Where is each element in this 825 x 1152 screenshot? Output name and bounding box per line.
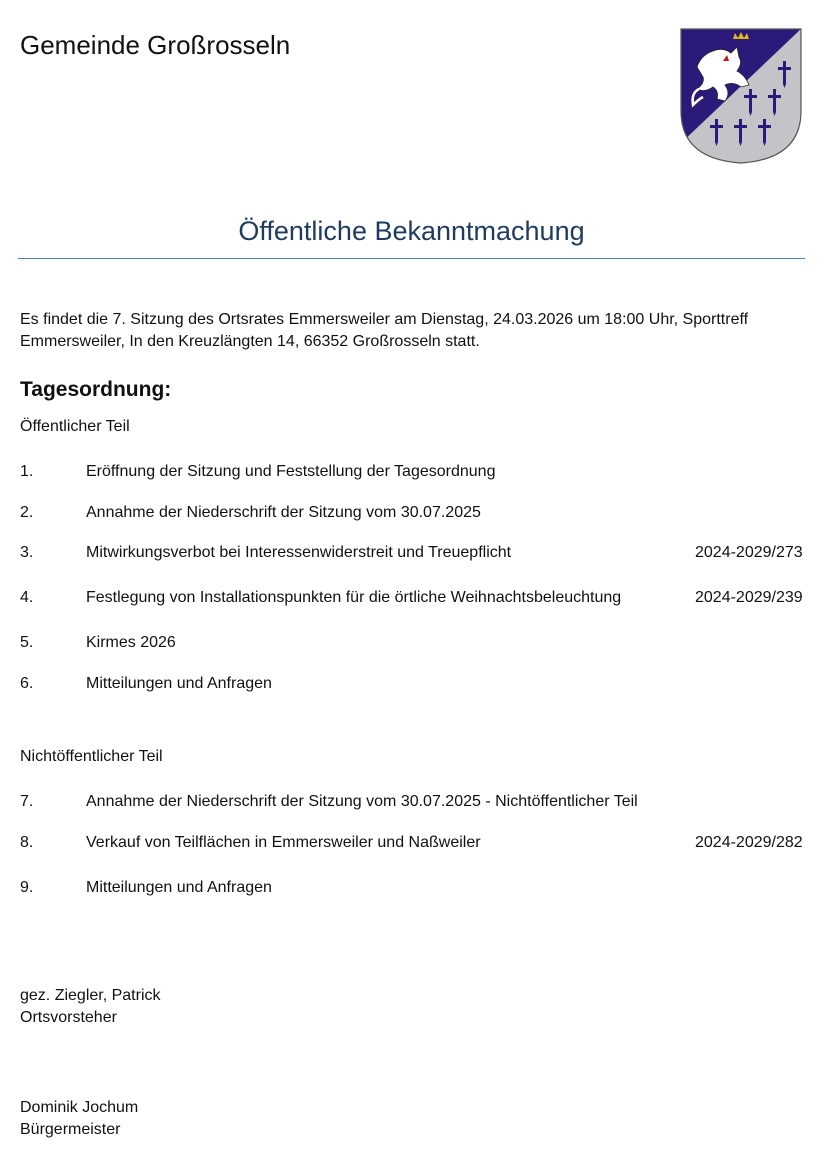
- item-number: 7.: [20, 793, 34, 810]
- signatory-name: gez. Ziegler, Patrick: [20, 987, 161, 1004]
- public-section-label: Öffentlicher Teil: [20, 418, 130, 435]
- item-number: 3.: [20, 544, 34, 561]
- notice-title: Öffentliche Bekanntmachung: [238, 216, 585, 246]
- agenda-item: [0, 542, 825, 588]
- mayor-name: Dominik Jochum: [20, 1099, 139, 1116]
- municipal-coat-of-arms-icon: [679, 27, 803, 165]
- item-text: Eröffnung der Sitzung und Feststellung der Tagesordnung: [86, 463, 496, 480]
- private-section-label: Nichtöffentlicher Teil: [20, 748, 163, 765]
- item-text: Festlegung von Installationspunkten für die örtliche Weihnachtsbeleuchtung: [86, 589, 622, 606]
- municipality-name: Gemeinde Großrosseln: [20, 30, 291, 60]
- agenda-item: [0, 832, 825, 878]
- agenda-item: [0, 461, 825, 507]
- agenda-item: [0, 791, 825, 837]
- item-reference: 2024-2029/239: [695, 589, 803, 606]
- item-number: 4.: [20, 589, 34, 606]
- agenda-heading: Tagesordnung:: [20, 378, 172, 401]
- item-text: Annahme der Niederschrift der Sitzung vom 30.07.2025: [86, 504, 481, 521]
- item-text: Kirmes 2026: [86, 634, 176, 651]
- item-text: Mitwirkungsverbot bei Interessenwiderstreit und Treuepflicht: [86, 544, 512, 561]
- item-reference: 2024-2029/282: [695, 834, 803, 851]
- agenda-item: [0, 632, 825, 678]
- item-number: 8.: [20, 834, 34, 851]
- agenda-item: [0, 587, 825, 633]
- mayor-role: Bürgermeister: [20, 1121, 121, 1138]
- item-text: Annahme der Niederschrift der Sitzung vom 30.07.2025 - Nichtöffentlicher Teil: [86, 793, 638, 810]
- item-number: 5.: [20, 634, 34, 651]
- item-number: 9.: [20, 879, 34, 896]
- agenda-item: [0, 673, 825, 719]
- item-text: Mitteilungen und Anfragen: [86, 879, 272, 896]
- agenda-item: [0, 877, 825, 923]
- meeting-announcement: Es findet die 7. Sitzung des Ortsrates Emmersweiler am Dienstag, 24.03.2026 um 18:00 Uhr, Sporttreff Emmersweiler, In den Kreuzlängten 14, 66352 Großrosseln statt.: [20, 311, 749, 350]
- title-divider: [18, 258, 805, 259]
- item-text: Mitteilungen und Anfragen: [86, 675, 272, 692]
- item-number: 2.: [20, 504, 34, 521]
- item-reference: 2024-2029/273: [695, 544, 803, 561]
- item-text: Verkauf von Teilflächen in Emmersweiler und Naßweiler: [86, 834, 481, 851]
- item-number: 6.: [20, 675, 34, 692]
- signatory-role: Ortsvorsteher: [20, 1009, 117, 1026]
- item-number: 1.: [20, 463, 34, 480]
